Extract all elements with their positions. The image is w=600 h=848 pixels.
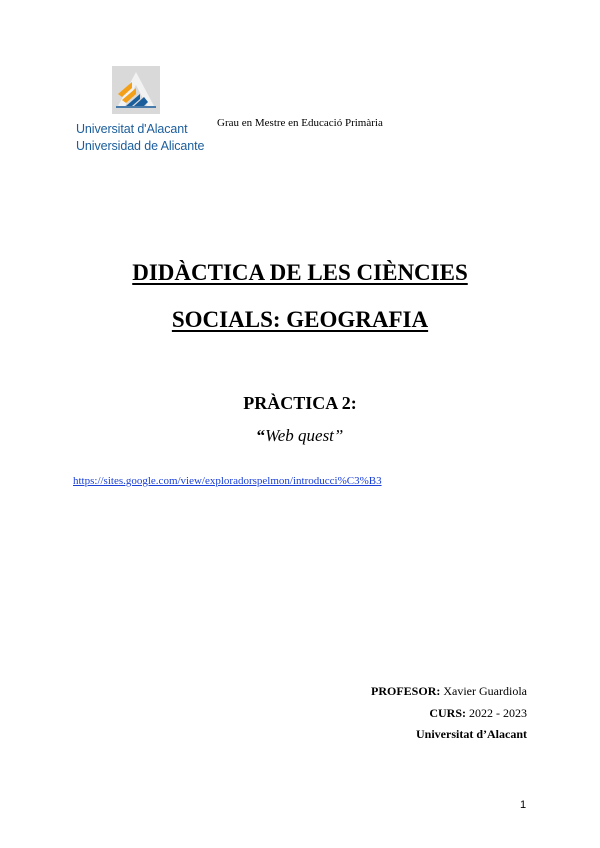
professor-label: PROFESOR: [371,684,441,698]
subtitle-open-quote: “ [256,426,266,445]
document-title-line-1: DIDÀCTICA DE LES CIÈNCIES [132,260,468,285]
course-line [429,706,527,721]
logo-text-spanish: Universidad de Alicante [76,139,205,153]
university-line [416,727,527,742]
course-year: 2022 - 2023 [469,706,527,720]
university-logo-icon [112,66,160,114]
professor-line [371,684,527,699]
webquest-link[interactable]: https://sites.google.com/view/exploradorspelmon/introducci%C3%B3 [73,475,382,487]
page-number: 1 [520,799,527,811]
practice-subtitle [0,426,600,446]
university-name: Universitat d’Alacant [416,727,527,741]
subtitle-text: Web quest” [265,426,344,445]
logo-text-valencian: Universitat d'Alacant [76,122,188,136]
university-logo [76,66,205,156]
practice-heading: PRÀCTICA 2: [243,393,357,413]
course-label: CURS: [429,706,466,720]
professor-name: Xavier Guardiola [443,684,527,698]
document-title-line-2: SOCIALS: GEOGRAFIA [171,307,429,332]
degree-name: Grau en Mestre en Educació Primària [217,117,383,129]
